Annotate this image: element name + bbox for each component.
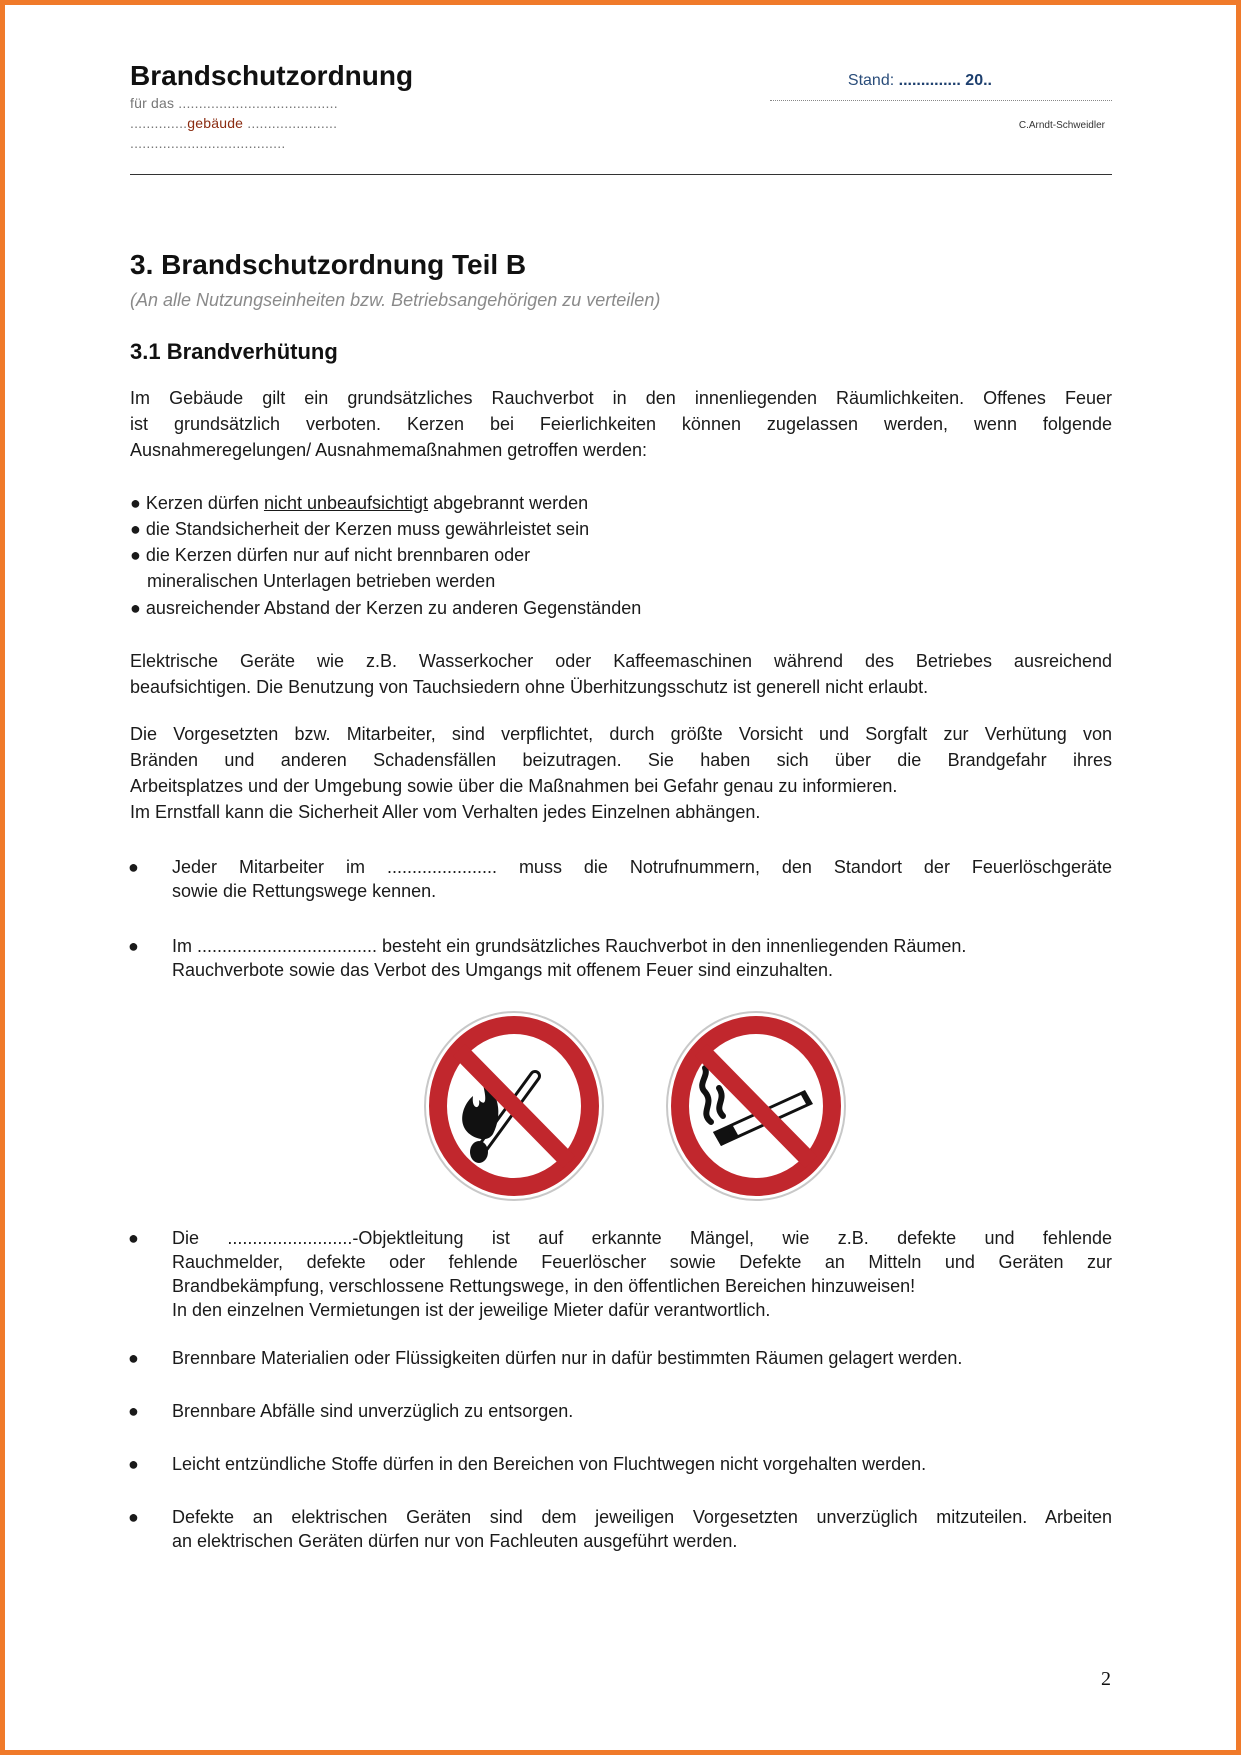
bullet-line: Leicht entzündliche Stoffe dürfen in den Bereichen von Fluchtwegen nicht vorgehalten werden. — [172, 1454, 927, 1474]
candle-rule-underlined: nicht unbeaufsichtigt — [263, 493, 429, 513]
bullet-item — [128, 1505, 1112, 1555]
bullet-item — [128, 1346, 1112, 1372]
bullet-text — [172, 934, 1112, 982]
bullet-item — [128, 1226, 1112, 1324]
candle-rule-suffix: abgebrannt werden — [428, 493, 589, 513]
bullet-item — [128, 934, 1112, 984]
bullet-line: Rauchverbote sowie das Verbot des Umgangs mit offenem Feuer sind einzuhalten. — [172, 960, 834, 980]
bullet-dot: ● — [128, 1348, 139, 1368]
building-suffix: ...................... — [243, 115, 338, 131]
author: C.Arndt-Schweidler — [1018, 120, 1105, 131]
header-divider — [130, 174, 1112, 175]
bullet-line: Rauchmelder, defekte oder fehlende Feuerlöscher sowie Defekte an Mitteln und Geräten zur — [172, 1252, 1112, 1272]
bullet-dot: ● — [128, 936, 139, 956]
superiors-line: Bränden und anderen Schadensfällen beizutragen. Sie haben sich über die Brandgefahr ihres — [130, 750, 1112, 770]
intro-line: Ausnahmeregelungen/ Ausnahmemaßnahmen getroffen werden: — [130, 440, 648, 460]
section-note: (An alle Nutzungseinheiten bzw. Betriebsangehörigen zu verteilen) — [130, 290, 661, 310]
section-title: 3. Brandschutzordnung Teil B — [130, 249, 527, 280]
intro-line: Im Gebäude gilt ein grundsätzliches Rauchverbot in den innenliegenden Räumlichkeiten. Offenes Feuer — [130, 388, 1112, 408]
bullet-line: Im .................................... besteht ein grundsätzliches Rauchverbot in den innenliegenden Räumen. — [172, 936, 967, 956]
subsection-title: 3.1 Brandverhütung — [130, 339, 338, 364]
electrical-line: beaufsichtigen. Die Benutzung von Tauchsiedern ohne Überhitzungsschutz ist generell nicht erlaubt. — [130, 677, 929, 697]
superiors-line: Arbeitsplatzes und der Umgebung sowie über die Maßnahmen bei Gefahr genau zu informieren. — [130, 776, 898, 796]
bullet-line: Brennbare Abfälle sind unverzüglich zu entsorgen. — [172, 1401, 574, 1421]
bullet-dot: ● — [128, 1454, 139, 1474]
building-word: gebäude — [187, 115, 244, 131]
candle-rule — [130, 490, 588, 516]
bullet-text — [172, 1399, 1112, 1423]
bullet-item — [128, 855, 1112, 905]
bullet-text — [172, 1226, 1112, 1322]
stand-label: Stand: — [847, 72, 895, 89]
intro-paragraph — [130, 385, 1112, 463]
superiors-paragraph — [130, 721, 1112, 825]
bullet-text — [172, 1505, 1112, 1553]
page-number: 2 — [1101, 1668, 1111, 1690]
bullet-line: Die .........................-Objektleitung ist auf erkannte Mängel, wie z.B. defekte und fehlende — [172, 1228, 1112, 1248]
blank-line: ...................................... — [130, 135, 286, 151]
stand-year: 20.. — [960, 72, 992, 89]
bullet-item — [128, 1452, 1112, 1478]
bullet-line: sowie die Rettungswege kennen. — [172, 881, 437, 901]
bullet-line: Jeder Mitarbeiter im ...................... muss die Notrufnummern, den Standort der Feuerlöschgeräte — [172, 857, 1112, 877]
candle-rule: ● die Kerzen dürfen nur auf nicht brennbaren oder — [130, 545, 531, 565]
bullet-dot: ● — [128, 1228, 139, 1248]
building-line — [130, 115, 337, 131]
bullet-line: Brennbare Materialien oder Flüssigkeiten dürfen nur in dafür bestimmten Räumen gelagert werden. — [172, 1348, 963, 1368]
electrical-paragraph — [130, 648, 1112, 700]
bullet-text — [172, 855, 1112, 903]
candle-rule-prefix: ● Kerzen dürfen — [130, 493, 264, 513]
stand-field — [848, 72, 992, 90]
bullet-line: In den einzelnen Vermietungen ist der jeweilige Mieter dafür verantwortlich. — [172, 1300, 771, 1320]
no-open-flame-sign — [423, 1010, 605, 1202]
bullet-text — [172, 1346, 1112, 1370]
bullet-dot: ● — [128, 1507, 139, 1527]
bullet-line: Defekte an elektrischen Geräten sind dem jeweiligen Vorgesetzten unverzüglich mitzuteilen. Arbeiten — [172, 1507, 1112, 1527]
bullet-dot: ● — [128, 857, 139, 877]
bullet-line: Brandbekämpfung, verschlossene Rettungswege, in den öffentlichen Bereichen hinzuweisen! — [172, 1276, 916, 1296]
superiors-line: Im Ernstfall kann die Sicherheit Aller vom Verhalten jedes Einzelnen abhängen. — [130, 802, 761, 822]
bullet-dot: ● — [128, 1401, 139, 1421]
bullet-text — [172, 1452, 1112, 1476]
no-smoking-sign — [665, 1010, 847, 1202]
electrical-line: Elektrische Geräte wie z.B. Wasserkocher oder Kaffeemaschinen während des Betriebes ausreichend — [130, 651, 1112, 671]
for-line: für das ....................................... — [130, 95, 338, 111]
candle-rule: ● ausreichender Abstand der Kerzen zu anderen Gegenständen — [130, 598, 642, 618]
bullet-line: an elektrischen Geräten dürfen nur von Fachleuten ausgeführt werden. — [172, 1531, 738, 1551]
candle-rule: ● die Standsicherheit der Kerzen muss gewährleistet sein — [130, 519, 590, 539]
bullet-item — [128, 1399, 1112, 1425]
building-prefix: .............. — [130, 115, 188, 131]
header-dotted-line — [770, 100, 1112, 101]
intro-line: ist grundsätzlich verboten. Kerzen bei Feierlichkeiten können zugelassen werden, wenn folgende — [130, 414, 1112, 434]
candle-rule-continuation: mineralischen Unterlagen betrieben werden — [147, 571, 496, 591]
superiors-line: Die Vorgesetzten bzw. Mitarbeiter, sind verpflichtet, durch größte Vorsicht und Sorgfalt zur Verhütung von — [130, 724, 1112, 744]
stand-dots: .............. — [894, 72, 961, 89]
document-title: Brandschutzordnung — [130, 60, 414, 91]
